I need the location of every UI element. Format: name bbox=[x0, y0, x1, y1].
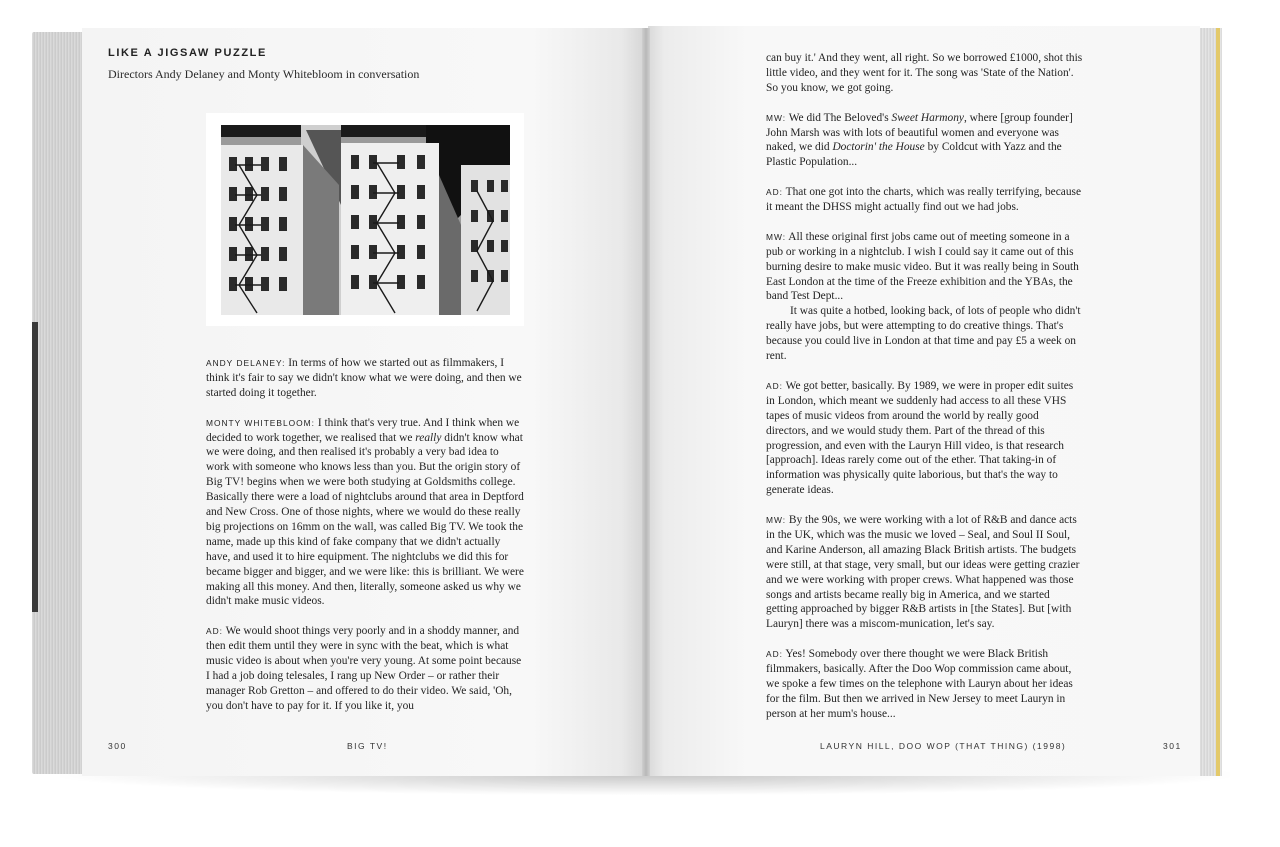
paragraph-mw-90s bbox=[766, 513, 1084, 632]
speaker-label: MW: bbox=[766, 231, 787, 242]
speaker-label: AD: bbox=[766, 380, 783, 391]
speaker-label: AD: bbox=[206, 626, 223, 637]
paragraph-andy-delaney bbox=[206, 356, 524, 401]
footer-title-left: BIG TV! bbox=[347, 741, 388, 751]
paragraph-mw-jobs bbox=[766, 230, 1084, 305]
speaker-label: MONTY WHITEBLOOM: bbox=[206, 417, 315, 428]
paragraph-text: Yes! Somebody over there thought we were Black British filmmakers, basically. After the Doo Wop commission came about, we spoke a few times on the telephone with Lauryn about her ideas for the film. But then we arrived in New Jersey to meet Lauryn in person at her mum's house... bbox=[766, 648, 1073, 720]
paragraph-text-end: by Coldcut with Yazz and the Plastic Population... bbox=[766, 141, 1062, 169]
speaker-label: MW: bbox=[766, 112, 787, 123]
page-edges-left bbox=[32, 32, 84, 774]
footer-title-right: LAURYN HILL, DOO WOP (THAT THING) (1998) bbox=[820, 741, 1067, 751]
article-subtitle: Directors Andy Delaney and Monty Whitebloom in conversation bbox=[108, 67, 420, 81]
running-title: LIKE A JIGSAW PUZZLE bbox=[108, 47, 267, 59]
cover-edge-yellow bbox=[1216, 28, 1220, 776]
paragraph-continued: can buy it.' And they went, all right. So we borrowed £1000, shot this little video, and they went for it. The song was 'State of the Nation'. So you know, we got going. bbox=[766, 52, 1083, 94]
right-page-text bbox=[766, 51, 1084, 737]
cover-edge bbox=[32, 322, 38, 612]
folio-left: 300 bbox=[108, 741, 127, 751]
speaker-label: ANDY DELANEY: bbox=[206, 358, 286, 368]
paragraph-text: We would shoot things very poorly and in a shoddy manner, and then edit them until they were in sync with the beat, which is what music video is about when you're very young. At some point because I had a job doing telesales, I rang up New Order – or rather their manager Rob Gretton – and offered to do their video. We said, 'Oh, you don't have to pay for it. If you like it, you bbox=[206, 625, 522, 712]
speaker-label: AD: bbox=[766, 187, 783, 198]
paragraph-text-cont: didn't know what we were doing, and then realised it's probably a very bad idea to work with someone who knows less than you. But the origin story of Big TV! begins when we were both studying at Goldsmiths college. Basically there were a load of nightclubs around that area in Deptford and New Cross. One of those nights, where we would do these really big projections on 16mm on the wall, was called Big TV. We took the name, made up this kind of fake company that we didn't actually have, and used it to hire equipment. The nightclubs we did this for became bigger and bigger, and we were like: this is brilliant. We were making all this money. And then, literally, someone asked us why we didn't make music videos. bbox=[206, 431, 524, 608]
paragraph-text: We got better, basically. By 1989, we were in proper edit suites in London, which meant we suddenly had access to all these VHS tapes of music videos from around the world by really good directors, and we would study them. Part of the thread of this progression, and even with the Lauryn Hill video, is that research [approach]. Ideas rarely come out of the ether. That taking-in of information was physically quite laborious, but that's the way to generate ideas. bbox=[766, 379, 1074, 497]
speaker-label: AD: bbox=[766, 649, 783, 660]
speaker-label: MW: bbox=[766, 515, 787, 526]
paragraph-ad bbox=[206, 624, 524, 713]
title-doctorin-the-house: Doctorin' the House bbox=[832, 141, 925, 154]
emphasis: really bbox=[415, 431, 442, 444]
paragraph-text: That one got into the charts, which was really terrifying, because it meant the DHSS might actually find out we had jobs. bbox=[766, 186, 1082, 214]
paragraph-ad-better bbox=[766, 379, 1084, 498]
paragraph-text-cont: , where [group founder] John Marsh was with lots of beautiful women and everyone was naked, we did bbox=[766, 111, 1073, 154]
left-page-text bbox=[206, 356, 524, 729]
paragraph-ad-charts bbox=[766, 185, 1084, 215]
paragraph-text: In terms of how we started out as filmmakers, I think it's fair to say we didn't know what we were doing, and then we started doing it together. bbox=[206, 357, 522, 399]
paragraph-text: By the 90s, we were working with a lot of R&B and dance acts in the UK, which was the music we loved – Seal, and Soul II Soul, and Karine Anderson, all amazing Black British artists. The budgets were still, at that stage, very small, but our ideas were getting crazier and we were working with proper crews. What happened was those songs and artists became really big in America, and we started getting approached by bigger R&B artists in [the States]. But [with Lauryn] there was a miscom-munication, let's say. bbox=[766, 514, 1080, 631]
paragraph-hotbed: It was quite a hotbed, looking back, of lots of people who didn't really have jobs, but were attempting to do creative things. That's because you could live in London at that time and pay £5 a week on rent. bbox=[766, 305, 1081, 363]
building-photograph bbox=[206, 113, 524, 326]
fire-escape-buildings-image bbox=[221, 125, 510, 315]
paragraph-monty-whitebloom bbox=[206, 416, 524, 610]
paragraph-text: I think that's very true. And I think when we decided to work together, we realised that we bbox=[206, 416, 520, 444]
book-gutter bbox=[642, 28, 650, 776]
title-sweet-harmony: Sweet Harmony bbox=[891, 111, 964, 124]
paragraph-ad-yes bbox=[766, 647, 1084, 722]
folio-right: 301 bbox=[1163, 741, 1182, 751]
paragraph-text: We did The Beloved's bbox=[786, 111, 892, 124]
paragraph-mw-beloved bbox=[766, 111, 1084, 171]
paragraph-text: All these original first jobs came out of meeting someone in a pub or working in a nightclub. I wish I could say it came out of this burning desire to make music video. But it was really being in South East London at the time of the Freeze exhibition and the YBAs, the band Test Dept... bbox=[766, 230, 1079, 303]
